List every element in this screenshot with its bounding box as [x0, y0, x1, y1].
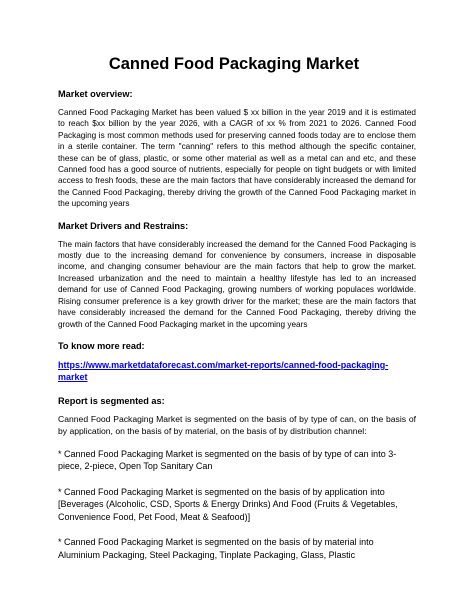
drivers-heading: Market Drivers and Restrains: [58, 220, 189, 231]
segmentation-bullet-application: * Canned Food Packaging Market is segmented on the basis of by application into [Beverages (Alcoholic, CSD, Sports & Energy Drinks) And Food (Fruits & Vegetables, Convenience Food, Pet Food, Meat & Seafood)] [58, 486, 398, 522]
know-more-link-container [58, 359, 416, 383]
market-report-link[interactable]: https://www.marketdataforecast.com/market-reports/canned-food-packaging-market [58, 359, 389, 382]
segmentation-intro: Canned Food Packaging Market is segmented on the basis of by type of can, on the basis of by application, on the basis of by material, on the basis of by distribution channel: [58, 413, 416, 436]
segmentation-heading: Report is segmented as: [58, 395, 165, 406]
drivers-paragraph: The main factors that have considerably increased the demand for the Canned Food Packaging is mostly due to the increasing demand for convenience by consumers, increase in disposable income, and changing consumer behaviour are the main factors that help to grow the market. Increased urbanization and the need to maintain a healthy lifestyle has led to an increased demand for use of Canned Food Packaging, growing numbers of working populaces worldwide. Rising consumer preference is a key growth driver for the market; these are the main factors that have considerably increased the demand for the Canned Food Packaging, thereby driving the growth of the Canned Food Packaging market in the upcoming years [58, 239, 416, 329]
segmentation-bullet-type: * Canned Food Packaging Market is segmented on the basis of by type of can into 3-piece, 2-piece, Open Top Sanitary Can [58, 448, 397, 471]
overview-paragraph: Canned Food Packaging Market has been valued $ xx billion in the year 2019 and it is estimated to reach $xx billion by the year 2026, with a CAGR of xx % from 2021 to 2026. Canned Food Packaging is most common methods used for preserving canned foods today are to enclose them in a sterile container. The term "canning" refers to this method although the specific container, these can be of glass, plastic, or some other material as well as a metal can and etc, and these Canned food has a good source of nutrients, especially for people on tight budgets or with limited access to fresh foods, these are the main factors that have considerably increased the demand for the Canned Food Packaging, thereby driving the growth of the Canned Food Packaging market in the upcoming years [58, 108, 416, 209]
segmentation-bullet-material: * Canned Food Packaging Market is segmented on the basis of by material into Aluminium Packaging, Steel Packaging, Tinplate Packaging, Glass, Plastic [58, 537, 374, 560]
page-title: Canned Food Packaging Market [108, 55, 360, 73]
overview-heading: Market overview: [58, 89, 133, 99]
know-more-heading: To know more read: [58, 340, 145, 351]
